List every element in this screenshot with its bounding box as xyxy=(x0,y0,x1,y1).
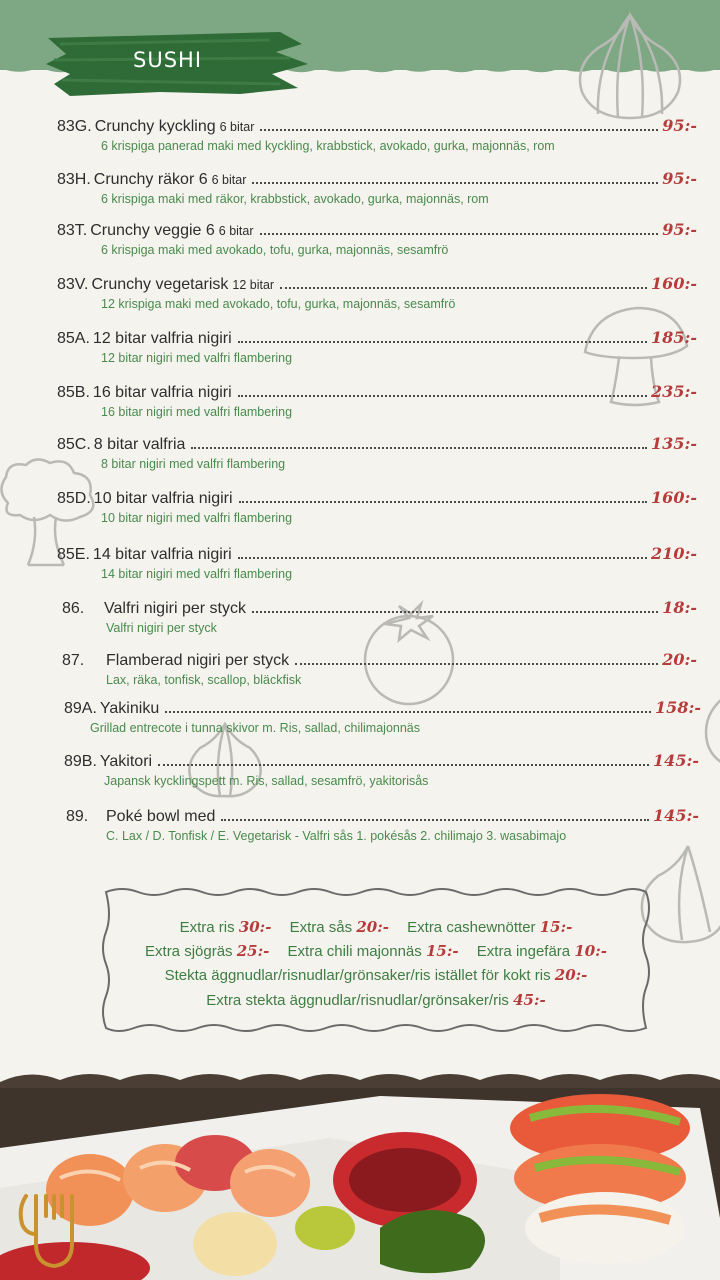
item-price: 20:- xyxy=(662,650,697,669)
onion-icon xyxy=(570,10,690,125)
dot-leader xyxy=(239,501,648,503)
item-code: 85A. xyxy=(57,330,90,347)
dot-leader xyxy=(165,711,651,713)
menu-item xyxy=(64,751,699,788)
menu-item xyxy=(66,806,699,843)
extra-label: Extra cashewnötter xyxy=(407,919,536,936)
extra-price: 25:- xyxy=(236,942,270,960)
item-desc: 6 krispiga panerad maki med kyckling, krabbstick, avokado, gurka, majonnäs, rom xyxy=(101,139,555,153)
item-desc: 10 bitar nigiri med valfri flambering xyxy=(101,511,293,525)
extra-price: 10:- xyxy=(574,942,607,960)
dot-leader xyxy=(260,129,658,131)
dot-leader xyxy=(221,819,649,821)
item-name: 10 bitar valfria nigiri xyxy=(93,490,233,507)
menu-item xyxy=(62,598,697,635)
dot-leader xyxy=(238,341,647,343)
extra-label: Extra stekta äggnudlar/risnudlar/grönsaker/ris xyxy=(206,992,509,1009)
menu-item xyxy=(62,650,697,687)
item-price: 185:- xyxy=(651,328,697,347)
extra-label: Extra ris xyxy=(179,919,235,936)
menu-item xyxy=(57,220,697,257)
dot-leader xyxy=(238,557,647,559)
item-price: 95:- xyxy=(662,169,697,188)
extra-label: Extra sjögräs xyxy=(145,943,233,960)
item-desc: 12 bitar nigiri med valfri flambering xyxy=(101,351,293,365)
item-desc: Valfri nigiri per styck xyxy=(106,621,217,635)
extra-label: Stekta äggnudlar/risnudlar/grönsaker/ris istället för kokt ris xyxy=(164,967,551,984)
item-qty: 6 bitar xyxy=(211,173,247,187)
dot-leader xyxy=(260,233,659,235)
menu-item xyxy=(57,382,697,419)
extra-price: 15:- xyxy=(425,942,459,960)
menu-item xyxy=(64,698,701,735)
fork-logo-icon xyxy=(16,1188,82,1272)
item-code: 87. xyxy=(62,652,85,669)
item-code: 83G. xyxy=(57,118,92,135)
item-name: Crunchy veggie 6 xyxy=(90,222,215,239)
item-name: Poké bowl med xyxy=(106,808,216,825)
item-desc: 16 bitar nigiri med valfri flambering xyxy=(101,405,293,419)
extra-price: 20:- xyxy=(356,918,389,936)
menu-item xyxy=(57,328,697,365)
item-name: Yakitori xyxy=(99,753,153,770)
item-desc: 6 krispiga maki med räkor, krabbstick, avokado, gurka, majonnäs, rom xyxy=(101,192,489,206)
item-code: 89B. xyxy=(64,753,97,770)
item-desc: Japansk kycklingspett m. Ris, sallad, sesamfrö, yakitorisås xyxy=(104,774,429,788)
item-name: Valfri nigiri per styck xyxy=(104,600,246,617)
item-price: 210:- xyxy=(651,544,697,563)
extra-label: Extra sås xyxy=(289,919,353,936)
extra-label: Extra chili majonnäs xyxy=(287,943,422,960)
menu-item xyxy=(57,116,697,153)
menu-item xyxy=(57,544,697,581)
item-name: Flamberad nigiri per styck xyxy=(106,652,290,669)
extras-row xyxy=(100,966,652,984)
item-price: 135:- xyxy=(651,434,697,453)
item-price: 95:- xyxy=(662,116,697,135)
dot-leader xyxy=(238,395,647,397)
item-code: 83V. xyxy=(57,276,89,293)
item-name: Crunchy kyckling xyxy=(94,118,216,135)
item-desc: C. Lax / D. Tonfisk / E. Vegetarisk - Valfri sås 1. pokésås 2. chilimajo 3. wasabimajo xyxy=(106,829,567,843)
extra-price: 45:- xyxy=(513,991,546,1009)
sushi-photo xyxy=(0,1068,720,1280)
item-code: 85D. xyxy=(57,490,91,507)
dot-leader xyxy=(295,663,658,665)
menu-item xyxy=(57,488,697,525)
item-desc: 14 bitar nigiri med valfri flambering xyxy=(101,567,293,581)
extras-row xyxy=(100,918,652,936)
item-name: Crunchy räkor 6 xyxy=(93,171,208,188)
item-code: 85B. xyxy=(57,384,90,401)
item-name: 14 bitar valfria nigiri xyxy=(92,546,232,563)
dot-leader xyxy=(191,447,647,449)
item-code: 89A. xyxy=(64,700,97,717)
item-qty: 6 bitar xyxy=(219,120,255,134)
item-name: Yakiniku xyxy=(99,700,160,717)
item-price: 160:- xyxy=(651,488,697,507)
item-price: 158:- xyxy=(655,698,701,717)
item-price: 160:- xyxy=(651,274,697,293)
item-name: Crunchy vegetarisk xyxy=(91,276,229,293)
item-price: 235:- xyxy=(651,382,697,401)
item-qty: 6 bitar xyxy=(218,224,254,238)
item-price: 145:- xyxy=(653,806,699,825)
item-code: 89. xyxy=(66,808,89,825)
extras-row xyxy=(100,991,652,1009)
item-desc: 6 krispiga maki med avokado, tofu, gurka, majonnäs, sesamfrö xyxy=(101,243,449,257)
item-code: 85C. xyxy=(57,436,91,453)
item-desc: Lax, räka, tonfisk, scallop, bläckfisk xyxy=(106,673,302,687)
extra-price: 20:- xyxy=(554,966,588,984)
page-title: SUSHI xyxy=(133,48,203,72)
item-code: 86. xyxy=(62,600,85,617)
item-qty: 12 bitar xyxy=(232,278,275,292)
extra-price: 30:- xyxy=(238,918,272,936)
menu-item xyxy=(57,434,697,471)
dot-leader xyxy=(280,287,647,289)
item-name: 16 bitar valfria nigiri xyxy=(92,384,232,401)
item-desc: 12 krispiga maki med avokado, tofu, gurka, majonnäs, sesamfrö xyxy=(101,297,456,311)
dot-leader xyxy=(252,182,658,184)
item-price: 145:- xyxy=(653,751,699,770)
item-code: 85E. xyxy=(57,546,90,563)
dot-leader xyxy=(158,764,649,766)
item-desc: 8 bitar nigiri med valfri flambering xyxy=(101,457,286,471)
extra-label: Extra ingefära xyxy=(476,943,571,960)
extras-box-border xyxy=(100,886,652,1034)
extras-row xyxy=(100,942,652,960)
item-code: 83H. xyxy=(57,171,91,188)
item-desc: Grillad entrecote i tunna skivor m. Ris, sallad, chilimajonnäs xyxy=(90,721,420,735)
menu-item xyxy=(57,274,697,311)
item-name: 8 bitar valfria xyxy=(93,436,186,453)
dot-leader xyxy=(252,611,658,613)
item-price: 95:- xyxy=(662,220,697,239)
extra-price: 15:- xyxy=(539,918,573,936)
item-code: 83T. xyxy=(57,222,88,239)
menu-item xyxy=(57,169,697,206)
item-price: 18:- xyxy=(662,598,697,617)
onion-icon xyxy=(700,690,720,770)
item-name: 12 bitar valfria nigiri xyxy=(92,330,232,347)
